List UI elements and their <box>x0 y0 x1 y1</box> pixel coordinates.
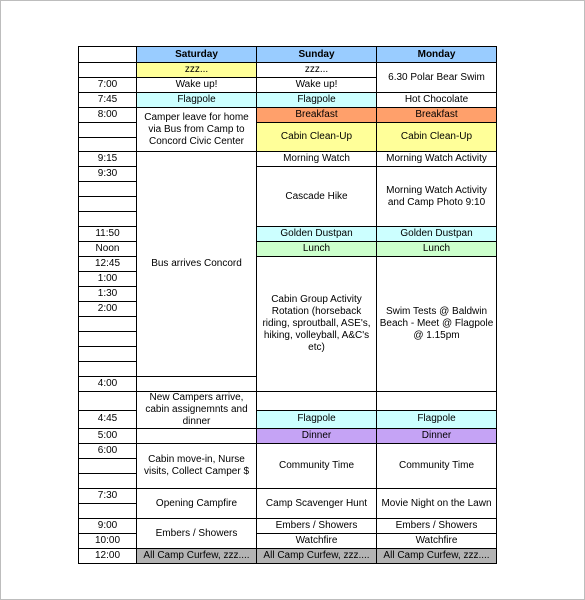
time-header-blank <box>79 47 137 63</box>
time-cell <box>79 474 137 489</box>
time-cell <box>79 182 137 197</box>
sunday-embers-showers: Embers / Showers <box>257 519 377 534</box>
monday-polar-bear-swim: 6.30 Polar Bear Swim <box>377 63 497 93</box>
saturday-wake-up: Wake up! <box>137 78 257 93</box>
camp-schedule-table <box>78 46 497 564</box>
sunday-cabin-cleanup: Cabin Clean-Up <box>257 123 377 152</box>
schedule-row <box>79 429 497 444</box>
time-cell: 11:50 <box>79 227 137 242</box>
time-cell: 7:30 <box>79 489 137 504</box>
schedule-row <box>79 549 497 564</box>
time-cell <box>79 459 137 474</box>
monday-cabin-cleanup: Cabin Clean-Up <box>377 123 497 152</box>
schedule-row <box>79 489 497 504</box>
time-cell: 7:00 <box>79 78 137 93</box>
time-cell <box>79 504 137 519</box>
time-cell <box>79 332 137 347</box>
schedule-row <box>79 108 497 123</box>
monday-golden-dustpan: Golden Dustpan <box>377 227 497 242</box>
time-cell: 12:00 <box>79 549 137 564</box>
saturday-opening-campfire: Opening Campfire <box>137 489 257 519</box>
time-cell: 5:00 <box>79 429 137 444</box>
schedule-row <box>79 444 497 459</box>
time-cell: 4:45 <box>79 410 137 429</box>
header-row <box>79 47 497 63</box>
monday-blank <box>377 392 497 411</box>
saturday-embers-showers: Embers / Showers <box>137 519 257 549</box>
saturday-flagpole: Flagpole <box>137 93 257 108</box>
monday-community-time: Community Time <box>377 444 497 489</box>
sunday-golden-dustpan: Golden Dustpan <box>257 227 377 242</box>
monday-morning-watch-photo: Morning Watch Activity and Camp Photo 9:10 <box>377 167 497 227</box>
schedule-row <box>79 152 497 167</box>
time-cell: 1:00 <box>79 272 137 287</box>
time-cell: 1:30 <box>79 287 137 302</box>
time-cell: 12:45 <box>79 257 137 272</box>
saturday-cabin-move-in: Cabin move-in, Nurse visits, Collect Camper $ <box>137 444 257 489</box>
monday-watchfire: Watchfire <box>377 534 497 549</box>
monday-swim-tests: Swim Tests @ Baldwin Beach - Meet @ Flagpole @ 1.15pm <box>377 257 497 392</box>
time-cell: Noon <box>79 242 137 257</box>
sunday-activity-rotation: Cabin Group Activity Rotation (horseback riding, sproutball, ASE's, hiking, volleyball, A&C's etc) <box>257 257 377 392</box>
time-cell: 10:00 <box>79 534 137 549</box>
time-cell <box>79 347 137 362</box>
sunday-watchfire: Watchfire <box>257 534 377 549</box>
schedule-row <box>79 519 497 534</box>
time-cell <box>79 362 137 377</box>
time-cell <box>79 392 137 411</box>
time-cell: 6:00 <box>79 444 137 459</box>
time-cell <box>79 317 137 332</box>
monday-lunch: Lunch <box>377 242 497 257</box>
sunday-cascade-hike: Cascade Hike <box>257 167 377 227</box>
time-cell: 9:15 <box>79 152 137 167</box>
schedule-row <box>79 93 497 108</box>
monday-hot-chocolate: Hot Chocolate <box>377 93 497 108</box>
time-cell <box>79 138 137 152</box>
time-cell <box>79 123 137 138</box>
sunday-zzz: zzz... <box>257 63 377 78</box>
monday-dinner: Dinner <box>377 429 497 444</box>
saturday-camper-leave: Camper leave for home via Bus from Camp to Concord Civic Center <box>137 108 257 152</box>
monday-breakfast: Breakfast <box>377 108 497 123</box>
monday-flagpole-evening: Flagpole <box>377 410 497 429</box>
time-cell: 9:00 <box>79 519 137 534</box>
time-cell <box>79 63 137 78</box>
saturday-zzz: zzz... <box>137 63 257 78</box>
monday-movie-night: Movie Night on the Lawn <box>377 489 497 519</box>
sunday-header: Sunday <box>257 47 377 63</box>
saturday-header: Saturday <box>137 47 257 63</box>
sunday-flagpole-evening: Flagpole <box>257 410 377 429</box>
monday-embers-showers: Embers / Showers <box>377 519 497 534</box>
monday-morning-watch-activity: Morning Watch Activity <box>377 152 497 167</box>
time-cell: 8:00 <box>79 108 137 123</box>
sunday-scavenger-hunt: Camp Scavenger Hunt <box>257 489 377 519</box>
saturday-curfew: All Camp Curfew, zzz.... <box>137 549 257 564</box>
sunday-wake-up: Wake up! <box>257 78 377 93</box>
saturday-blank <box>137 429 257 444</box>
sunday-community-time: Community Time <box>257 444 377 489</box>
schedule-row <box>79 63 497 78</box>
time-cell: 7:45 <box>79 93 137 108</box>
schedule-row <box>79 392 497 411</box>
time-cell: 2:00 <box>79 302 137 317</box>
time-cell: 4:00 <box>79 377 137 392</box>
sunday-curfew: All Camp Curfew, zzz.... <box>257 549 377 564</box>
sunday-morning-watch: Morning Watch <box>257 152 377 167</box>
time-cell <box>79 212 137 227</box>
monday-header: Monday <box>377 47 497 63</box>
time-cell: 9:30 <box>79 167 137 182</box>
time-cell <box>79 197 137 212</box>
monday-curfew: All Camp Curfew, zzz.... <box>377 549 497 564</box>
sunday-blank <box>257 392 377 411</box>
saturday-bus-arrives: Bus arrives Concord <box>137 152 257 377</box>
sunday-dinner: Dinner <box>257 429 377 444</box>
saturday-new-campers: New Campers arrive, cabin assignemnts and dinner <box>137 392 257 429</box>
sunday-breakfast: Breakfast <box>257 108 377 123</box>
sunday-lunch: Lunch <box>257 242 377 257</box>
sunday-flagpole: Flagpole <box>257 93 377 108</box>
